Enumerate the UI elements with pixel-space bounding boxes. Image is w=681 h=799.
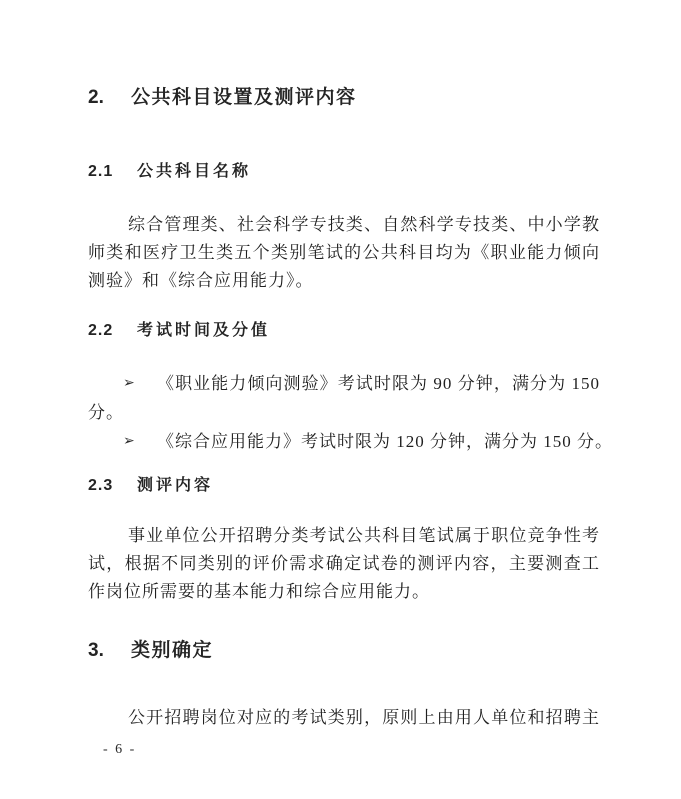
page-content <box>88 0 613 799</box>
heading-2-1-subject-names <box>88 163 600 181</box>
heading-2-public-subjects <box>88 87 600 108</box>
bullet-item-wrap-text: 分。 <box>88 403 124 422</box>
paragraph-line: 师类和医疗卫生类五个类别笔试的公共科目均为《职业能力倾向 <box>88 243 600 262</box>
heading-2-title: 公共科目设置及测评内容 <box>131 87 357 108</box>
heading-2-3-assessment-content <box>88 477 600 495</box>
paragraph-line: 作岗位所需要的基本能力和综合应用能力。 <box>88 582 430 601</box>
bullet-item-applied-ability <box>88 427 613 456</box>
bullet-item-text: 《职业能力倾向测验》考试时限为 90 分钟，满分为 150 <box>157 374 600 393</box>
heading-2-2-number: 2.2 <box>88 322 114 339</box>
paragraph-line: 公开招聘岗位对应的考试类别，原则上由用人单位和招聘主 <box>128 708 600 727</box>
heading-2-number: 2. <box>88 87 104 108</box>
bullet-item-aptitude-test <box>88 369 600 398</box>
heading-3-number: 3. <box>88 640 104 661</box>
bullet-list-exam-times <box>88 369 613 456</box>
paragraph-assessment <box>88 522 600 606</box>
page-number: - 6 - <box>103 742 137 757</box>
heading-2-1-number: 2.1 <box>88 163 114 180</box>
heading-2-3-title: 测评内容 <box>137 477 214 494</box>
heading-2-2-exam-time-score <box>88 322 600 340</box>
paragraph-subjects <box>88 211 600 295</box>
heading-2-3-number: 2.3 <box>88 477 114 494</box>
heading-3-title: 类别确定 <box>131 640 214 661</box>
heading-2-2-title: 考试时间及分值 <box>137 322 271 339</box>
paragraph-line: 事业单位公开招聘分类考试公共科目笔试属于职位竞争性考 <box>128 526 600 545</box>
bullet-arrow-icon: ➢ <box>123 434 135 449</box>
heading-2-1-title: 公共科目名称 <box>137 163 252 180</box>
paragraph-line: 综合管理类、社会科学专技类、自然科学专技类、中小学教 <box>128 215 600 234</box>
paragraph-line: 测验》和《综合应用能力》。 <box>88 271 314 290</box>
bullet-arrow-icon: ➢ <box>123 376 135 391</box>
heading-3-category-determination <box>88 640 600 661</box>
paragraph-category <box>88 704 600 732</box>
bullet-item-text: 《综合应用能力》考试时限为 120 分钟，满分为 150 分。 <box>157 432 613 451</box>
paragraph-line: 试，根据不同类别的评价需求确定试卷的测评内容，主要测查工 <box>88 554 600 573</box>
